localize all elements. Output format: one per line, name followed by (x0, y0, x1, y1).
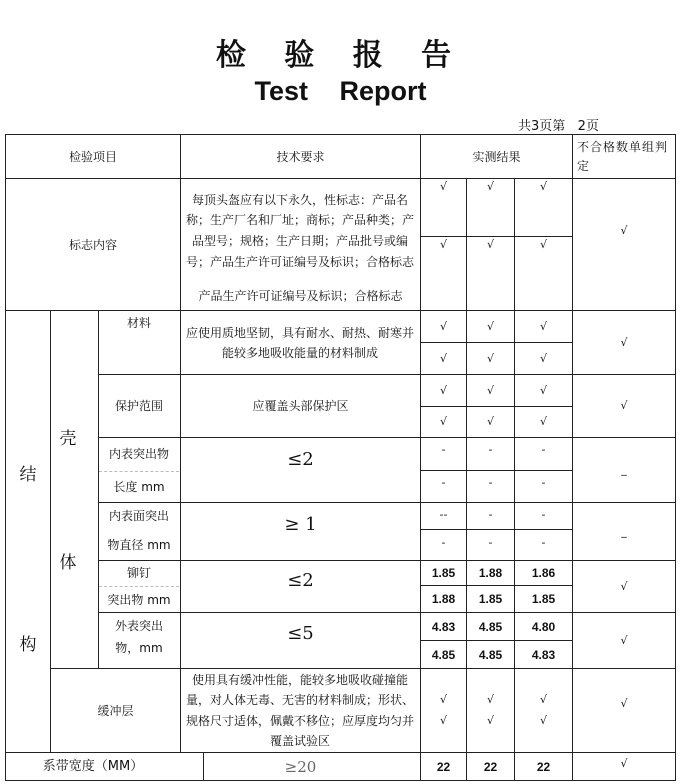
result-mark: - (441, 476, 446, 489)
inner-surface-item: 内表面突出 (108, 509, 169, 523)
result-mark: - (488, 476, 493, 489)
result-mark: √ (486, 351, 494, 365)
result-mark: √ (439, 714, 447, 727)
judgment-mark: √ (620, 697, 628, 710)
result-mark: - (488, 508, 493, 521)
label-requirement: 每顶头盔应有以下永久，性标志：产品名称；生产厂名和厂址；商标；产品种类；产品型号；规格；生产日期；产品批号或编号；产品生产许可证编号及标识；合格标志 (185, 192, 414, 269)
header-item: 检验项目 (68, 149, 117, 164)
result-mark: - (441, 536, 446, 549)
judgment-mark: √ (620, 633, 628, 647)
result-mark: √ (486, 693, 494, 706)
result-cell: 1.85 (531, 592, 556, 606)
result-cell: 4.85 (478, 647, 503, 662)
judgment-mark: √ (620, 579, 628, 593)
result-mark: √ (539, 180, 547, 193)
result-mark: √ (486, 319, 494, 333)
buffer-item: 缓冲层 (97, 703, 134, 718)
label-requirement-extra: 产品生产许可证编号及标识；合格标志 (198, 289, 403, 303)
result-mark: √ (439, 351, 447, 365)
result-mark: - (488, 443, 493, 456)
result-mark: √ (439, 180, 447, 193)
result-mark: - (541, 443, 546, 456)
result-cell: 4.85 (478, 619, 503, 634)
material-requirement: 应使用质地坚韧，具有耐水、耐热、耐寒并能较多地吸收能量的材料制成 (186, 326, 415, 360)
judgment-mark: √ (620, 757, 628, 770)
result-mark: - (541, 536, 546, 549)
structure-label-2: 构 (19, 635, 37, 655)
result-mark: √ (486, 415, 494, 428)
result-mark: √ (486, 714, 494, 727)
result-mark: - (441, 443, 446, 456)
buffer-requirement: 使用具有缓冲性能，能较多地吸收碰撞能量，对人体无毒、无害的材料制成；形状、规格尺寸适体，佩戴不移位；应厚度均匀并覆盖试验区 (185, 672, 414, 748)
report-title-cn: 检 验 报 告 (215, 38, 466, 73)
result-mark: - (488, 536, 493, 549)
result-cell: 22 (436, 759, 451, 774)
inner-surface-unit: 物直径 mm (107, 538, 171, 552)
material-item: 材料 (126, 316, 151, 330)
page-info: 共3页第 2页 (518, 119, 599, 134)
rivet-item: 铆钉 (126, 566, 151, 580)
result-mark: - (541, 508, 546, 521)
outer-protrusion-item: 外表突出 (114, 619, 163, 633)
header-requirement: 技术要求 (276, 149, 325, 164)
result-mark: √ (539, 238, 547, 251)
label-item: 标志内容 (68, 237, 117, 252)
result-mark: √ (539, 351, 547, 365)
shell-label-2: 体 (59, 553, 77, 573)
result-cell: 4.80 (531, 619, 556, 634)
result-cell: 1.88 (478, 566, 503, 580)
result-cell: 22 (536, 759, 551, 774)
outer-protrusion-requirement: ≤5 (287, 623, 314, 644)
result-cell: 1.85 (478, 592, 503, 606)
result-mark: √ (439, 415, 447, 428)
structure-label-1: 结 (19, 465, 37, 485)
inner-protrusion-item: 内表突出物 (108, 447, 169, 461)
rivet-unit: 突出物 mm (107, 592, 171, 607)
report-title-en: Test Report (254, 76, 427, 106)
inner-surface-requirement: ≥ 1 (284, 514, 317, 535)
result-mark: √ (486, 238, 494, 251)
table-line (675, 134, 676, 780)
result-mark: -- (439, 508, 448, 521)
rivet-requirement: ≤2 (287, 570, 314, 591)
result-mark: √ (486, 383, 494, 397)
outer-protrusion-unit: 物，mm (115, 641, 163, 655)
result-mark: √ (539, 319, 547, 333)
header-judgment: 不合格数单组判定 (577, 139, 669, 173)
coverage-item: 保护范围 (114, 399, 163, 413)
result-mark: √ (539, 383, 547, 397)
result-cell: 4.83 (531, 647, 556, 662)
result-mark: √ (539, 415, 547, 428)
judgment-mark: _ (621, 463, 627, 476)
inner-protrusion-requirement: ≤2 (287, 449, 314, 470)
result-mark: √ (439, 238, 447, 251)
belt-requirement: ≥20 (284, 757, 317, 776)
header-result: 实测结果 (472, 149, 521, 164)
result-mark: √ (439, 383, 447, 397)
belt-item: 系带宽度（MM） (42, 758, 144, 774)
judgment-mark: √ (620, 224, 628, 237)
result-mark: √ (439, 693, 447, 706)
coverage-requirement: 应覆盖头部保护区 (252, 399, 349, 413)
table-line (5, 780, 676, 781)
result-mark: √ (439, 319, 447, 333)
result-cell: 1.88 (431, 592, 456, 606)
result-cell: 4.83 (431, 619, 456, 634)
shell-label-1: 壳 (59, 429, 77, 449)
result-cell: 4.85 (431, 647, 456, 662)
result-mark: √ (539, 714, 547, 727)
result-cell: 22 (483, 759, 498, 774)
result-mark: √ (486, 180, 494, 193)
result-mark: √ (539, 693, 547, 706)
judgment-mark: √ (620, 335, 628, 349)
result-mark: - (541, 476, 546, 489)
judgment-mark: _ (621, 524, 627, 538)
inner-protrusion-unit: 长度 mm (113, 480, 165, 494)
result-cell: 1.85 (431, 566, 456, 580)
result-cell: 1.86 (531, 566, 556, 580)
judgment-mark: √ (620, 399, 628, 412)
